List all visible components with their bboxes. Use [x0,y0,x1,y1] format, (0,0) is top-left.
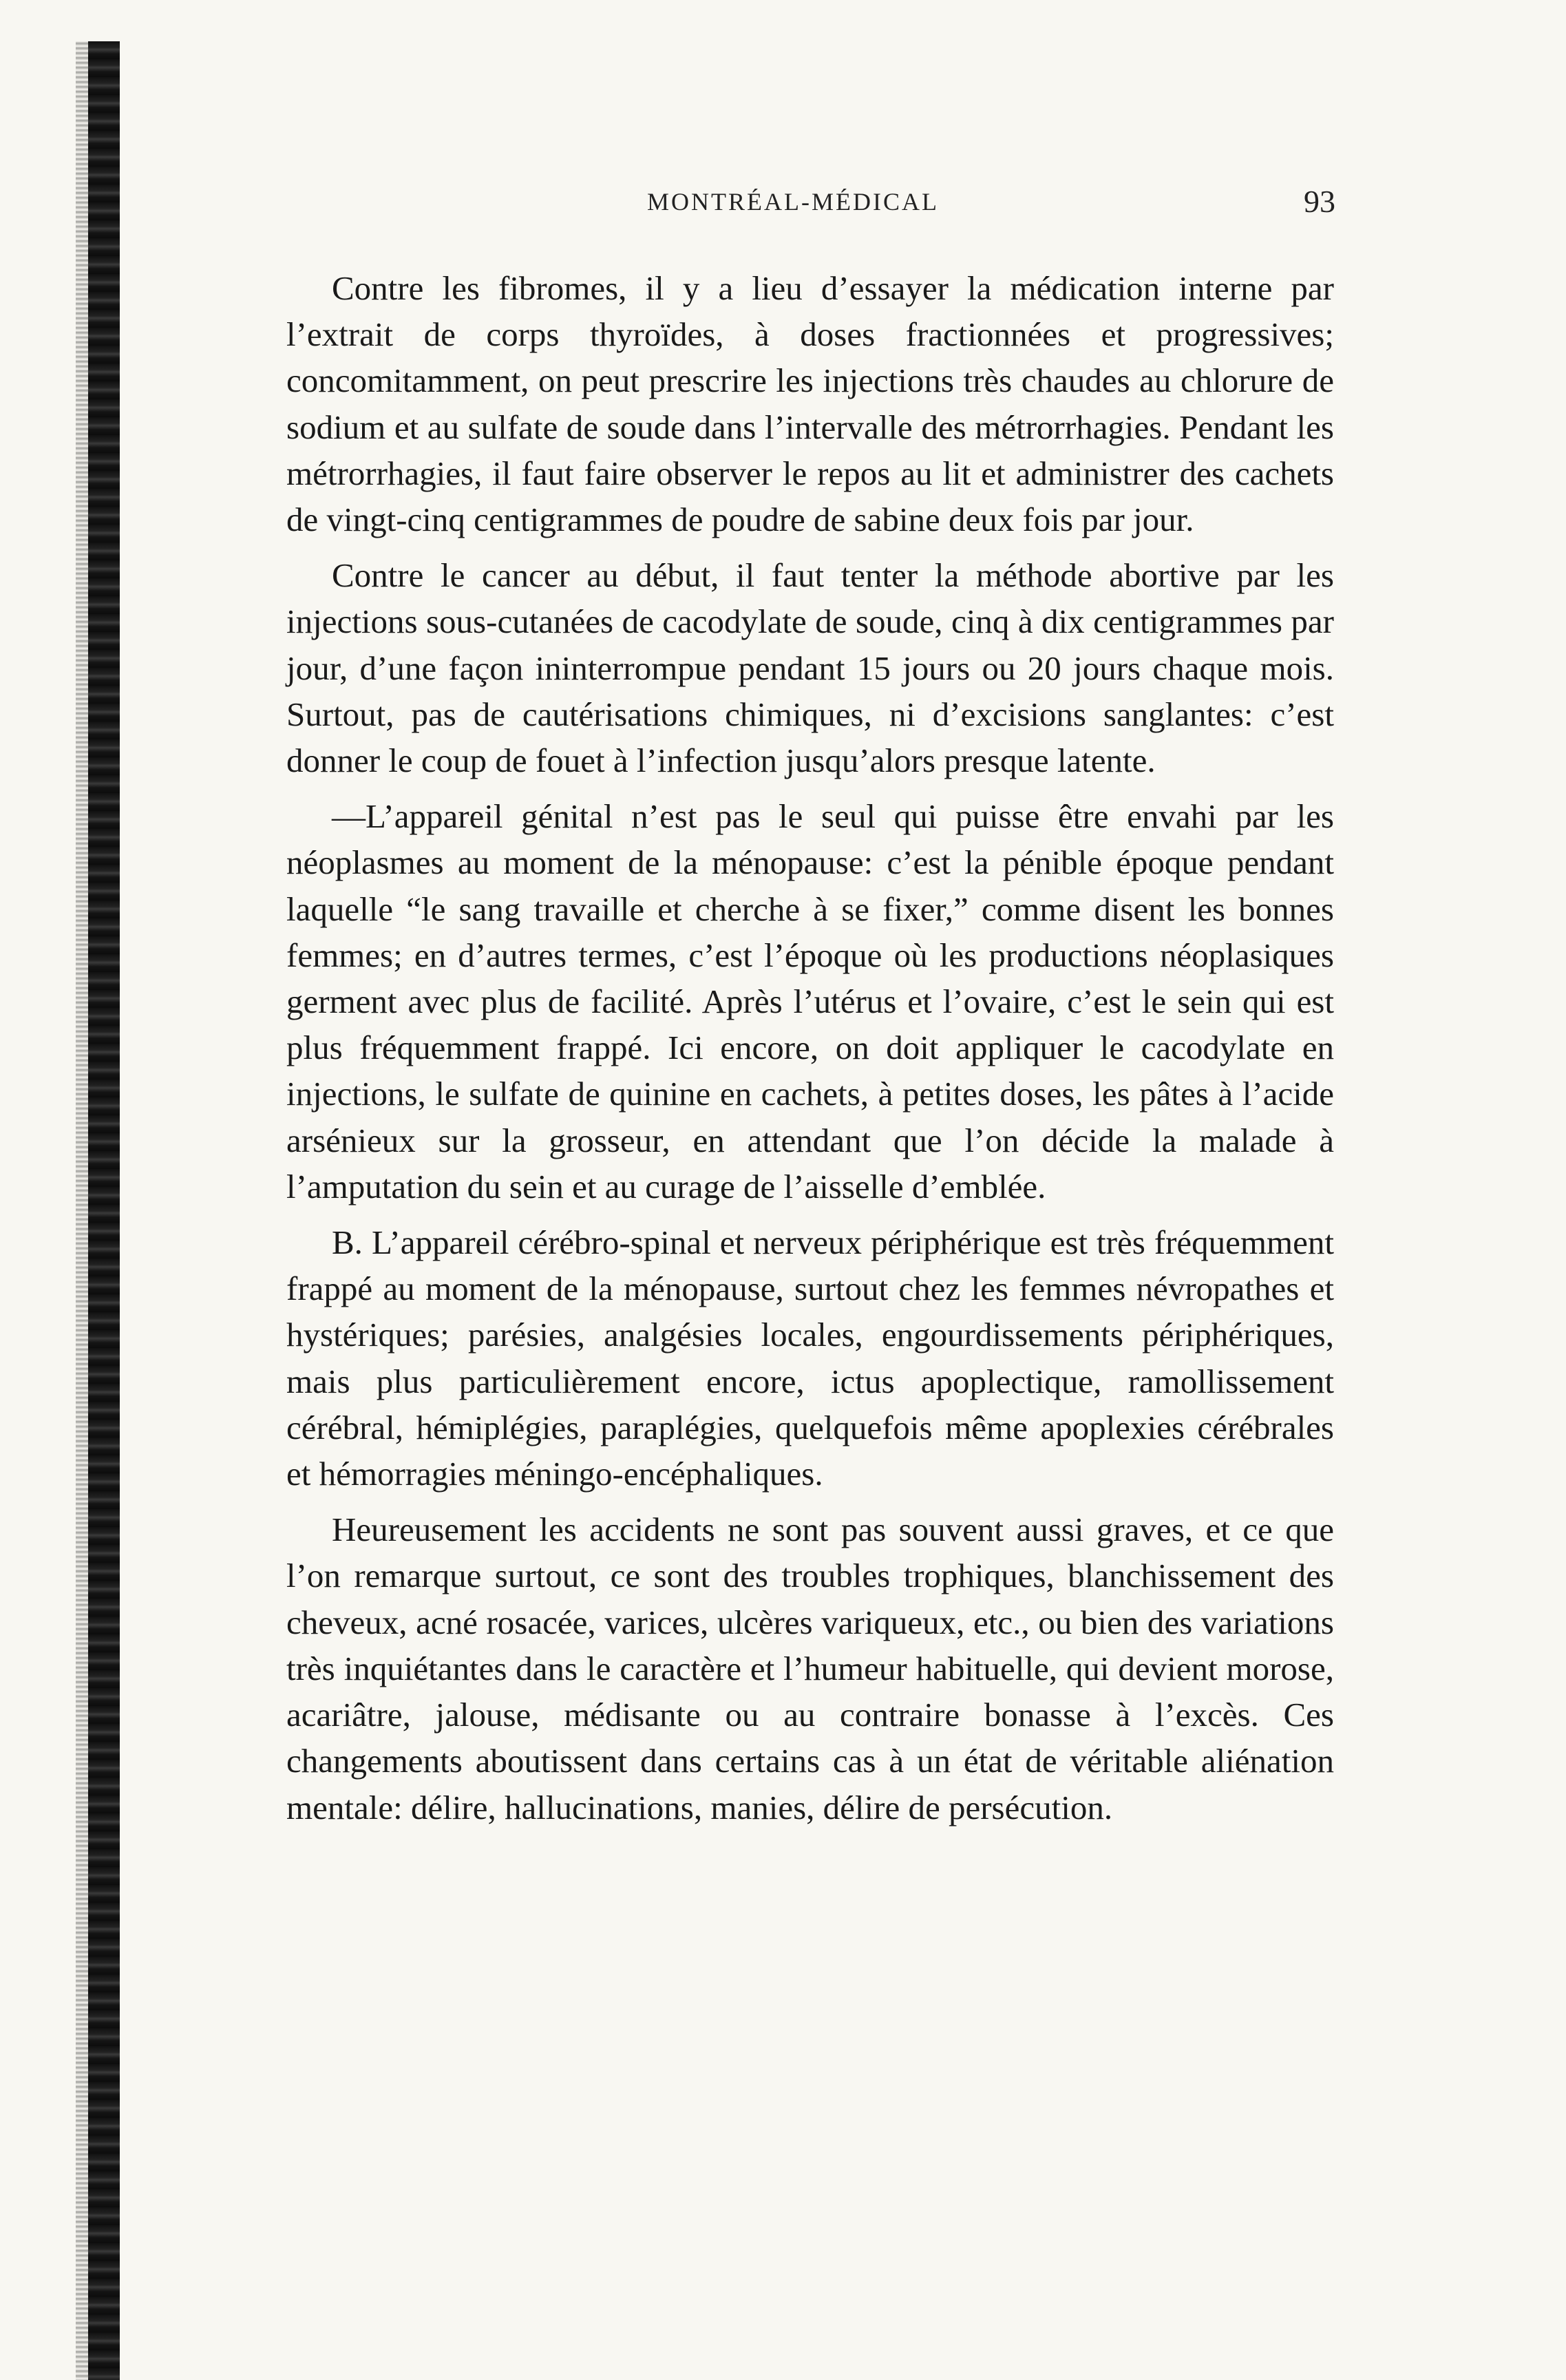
paragraph-fibromes: Contre les fibromes, il y a lieu d’essayer la médication interne par l’extrait de corps thyroïdes, à doses fractionnées et progressives; concomitamment, on peut prescrire les injections très chaudes au chlorure de sodium et au sulfate de soude dans l’intervalle des métrorrhagies. Pendant les métrorrhagies, il faut faire observer le repos au lit et administrer des cachets de vingt-cinq centigrammes de poudre de sabine deux fois par jour. [286,269,1334,539]
paragraph-accidents: Heureusement les accidents ne sont pas souvent aussi graves, et ce que l’on remarque surtout, ce sont des troubles trophiques, blanchissement des cheveux, acné rosacée, varices, ulcères variqueux, etc., ou bien des variations très inquiétantes dans le caractère et l’humeur habituelle, qui devient morose, acariâtre, jalouse, médisante ou au contraire bonasse à l’excès. Ces changements aboutissent dans certains cas à un état de véritable aliénation mentale: délire, hallucinations, manies, délire de persécution. [286,1510,1334,1826]
body-text [286,265,1334,1840]
paragraph-appareil-cerebro-spinal: B. L’appareil cérébro-spinal et nerveux périphérique est très fréquemment frappé au moment de la ménopause, surtout chez les femmes névropathes et hystériques; parésies, analgésies locales, engourdissements périphériques, mais plus particulièrement encore, ictus apoplectique, ramollissement cérébral, hémiplégies, paraplégies, quelquefois même apoplexies cérébrales et hémorragies méningo-encéphaliques. [286,1223,1334,1493]
paragraph-appareil-genital: —L’appareil génital n’est pas le seul qui puisse être envahi par les néoplasmes au moment de la ménopause: c’est la pénible époque pendant laquelle “le sang travaille et cherche à se fixer,” comme disent les bonnes femmes; en d’autres termes, c’est l’époque où les productions néoplasiques germent avec plus de facilité. Après l’utérus et l’ovaire, c’est le sein qui est plus fréquemment frappé. Ici encore, on doit appliquer le cacodylate en injections, le sulfate de quinine en cachets, à petites doses, les pâtes à l’acide arsénieux sur la grosseur, en attendant que l’on décide la malade à l’amputation du sein et au curage de l’aisselle d’emblée. [286,797,1334,1205]
running-title: MONTRÉAL-MÉDICAL [647,188,939,215]
paragraph-cancer: Contre le cancer au début, il faut tenter la méthode abortive par les injections sous-cutanées de cacodylate de soude, cinq à dix centigrammes par jour, d’une façon ininterrompue pendant 15 jours ou 20 jours chaque mois. Surtout, pas de cautérisations chimiques, ni d’excisions sanglantes: c’est donner le coup de fouet à l’infection jusqu’alors presque latente. [286,556,1334,780]
running-head [289,184,1335,235]
binding-edge [88,41,120,2380]
page-number: 93 [1304,184,1335,219]
